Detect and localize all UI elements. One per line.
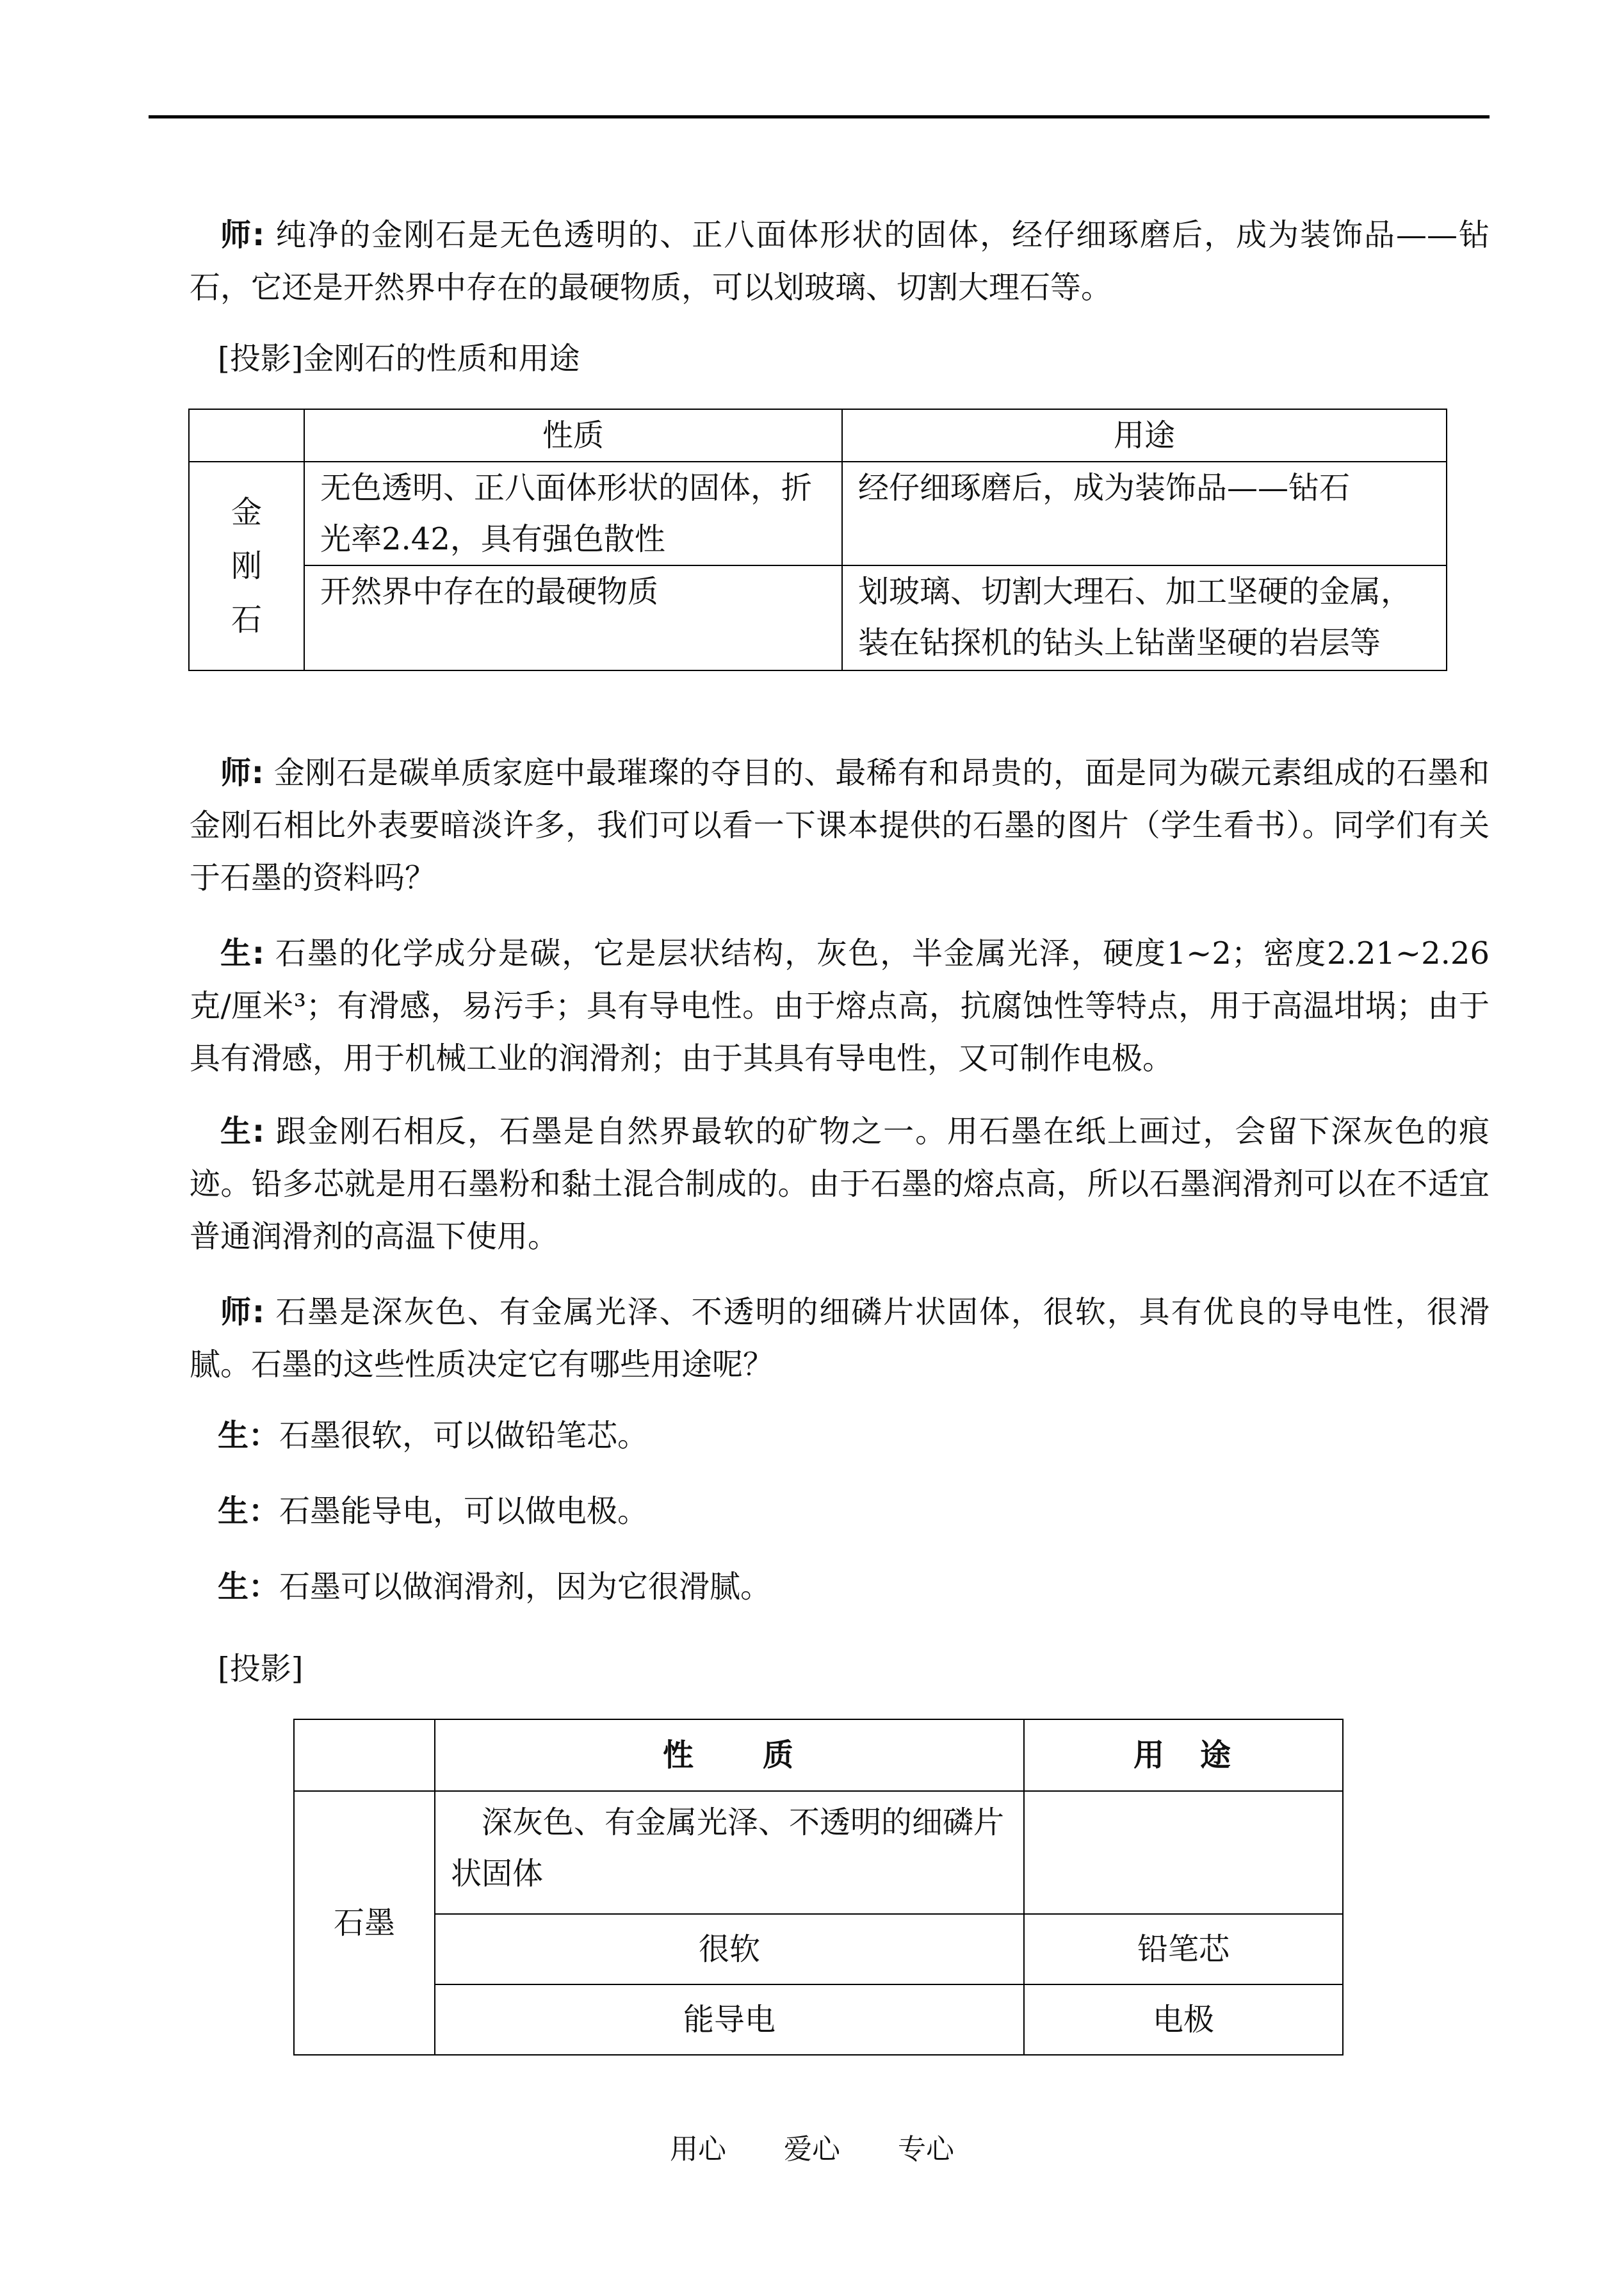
student-line-3 bbox=[218, 1568, 771, 1606]
paragraph-5 bbox=[190, 1286, 1490, 1391]
table1-corner-cell bbox=[189, 409, 304, 462]
projection-label-1: [投影]金刚石的性质和用途 bbox=[218, 341, 580, 377]
table1-cell-property: 无色透明、正八面体形状的固体，折光率2.42，具有强色散性 bbox=[304, 462, 842, 565]
line-text: 石墨能导电，可以做电极。 bbox=[279, 1493, 649, 1529]
paragraph-text: 金刚石是碳单质家庭中最璀璨的夺目的、最稀有和昂贵的，面是同为碳元素组成的石墨和金刚石相比外表要暗淡许多，我们可以看一下课本提供的石墨的图片（学生看书）。同学们有关于石墨的资料吗？ bbox=[190, 755, 1490, 896]
table2-corner-cell bbox=[294, 1719, 435, 1791]
table1-header-property: 性质 bbox=[304, 409, 842, 462]
speaker-label: 师: bbox=[220, 1294, 265, 1330]
paragraph-2 bbox=[190, 747, 1490, 904]
projection-label-2: [投影] bbox=[218, 1651, 304, 1687]
table2-cell-use: 电极 bbox=[1024, 1984, 1343, 2055]
diamond-label: 金刚石 bbox=[231, 494, 263, 638]
speaker-label: 生： bbox=[218, 1418, 280, 1454]
student-line-1 bbox=[218, 1416, 648, 1455]
table2-header-use: 用 途 bbox=[1024, 1719, 1343, 1791]
paragraph-text: 石墨的化学成分是碳，它是层状结构，灰色，半金属光泽，硬度1~2；密度2.21~2.26克/厘米³；有滑感，易污手；具有导电性。由于熔点高，抗腐蚀性等特点，用于高温坩埚；由于具有滑感，用于机械工业的润滑剂；由于其具有导电性，又可制作电极。 bbox=[190, 936, 1490, 1076]
diamond-properties-table bbox=[188, 409, 1447, 671]
speaker-label: 生： bbox=[218, 1493, 280, 1529]
page-footer bbox=[0, 2126, 1624, 2167]
table1-cell-use: 经仔细琢磨后，成为装饰品——钻石 bbox=[842, 462, 1447, 565]
footer-word: 用心 bbox=[670, 2133, 726, 2166]
table1-cell-property: 开然界中存在的最硬物质 bbox=[304, 565, 842, 670]
speaker-label: 师: bbox=[220, 755, 264, 791]
table2-header-property: 性 质 bbox=[435, 1719, 1024, 1791]
speaker-label: 师: bbox=[220, 217, 265, 253]
student-line-2 bbox=[218, 1492, 648, 1530]
paragraph-4 bbox=[190, 1105, 1490, 1263]
line-text: 石墨很软，可以做铅笔芯。 bbox=[279, 1418, 649, 1454]
paragraph-text: 石墨是深灰色、有金属光泽、不透明的细磷片状固体，很软，具有优良的导电性，很滑腻。石墨的这些性质决定它有哪些用途呢？ bbox=[190, 1294, 1490, 1383]
table1-cell-use: 划玻璃、切割大理石、加工坚硬的金属，装在钻探机的钻头上钻凿坚硬的岩层等 bbox=[842, 565, 1447, 670]
footer-word: 爱心 bbox=[784, 2133, 840, 2166]
table2-cell-property: 很软 bbox=[435, 1914, 1024, 1984]
table1-row-label bbox=[189, 462, 304, 670]
footer-word: 专心 bbox=[898, 2133, 954, 2166]
header-rule bbox=[149, 115, 1490, 118]
table2-cell-property: 深灰色、有金属光泽、不透明的细磷片状固体 bbox=[435, 1791, 1024, 1914]
line-text: 石墨可以做润滑剂，因为它很滑腻。 bbox=[279, 1569, 772, 1605]
table1-header-use: 用途 bbox=[842, 409, 1447, 462]
speaker-label: 生: bbox=[220, 936, 264, 971]
speaker-label: 生： bbox=[218, 1569, 280, 1605]
paragraph-text: 跟金刚石相反，石墨是自然界最软的矿物之一。用石墨在纸上画过，会留下深灰色的痕迹。铅多芯就是用石墨粉和黏土混合制成的。由于石墨的熔点高，所以石墨润滑剂可以在不适宜普通润滑剂的高温下使用。 bbox=[190, 1114, 1490, 1254]
table2-cell-use bbox=[1024, 1791, 1343, 1914]
table2-row-label: 石墨 bbox=[294, 1791, 435, 2055]
paragraph-1 bbox=[190, 209, 1490, 314]
paragraph-text: 纯净的金刚石是无色透明的、正八面体形状的固体，经仔细琢磨后，成为装饰品——钻石，它还是开然界中存在的最硬物质，可以划玻璃、切割大理石等。 bbox=[190, 217, 1490, 305]
paragraph-3 bbox=[190, 927, 1490, 1085]
table2-cell-property: 能导电 bbox=[435, 1984, 1024, 2055]
graphite-properties-table bbox=[293, 1719, 1344, 2056]
speaker-label: 生: bbox=[220, 1114, 265, 1149]
table2-cell-use: 铅笔芯 bbox=[1024, 1914, 1343, 1984]
